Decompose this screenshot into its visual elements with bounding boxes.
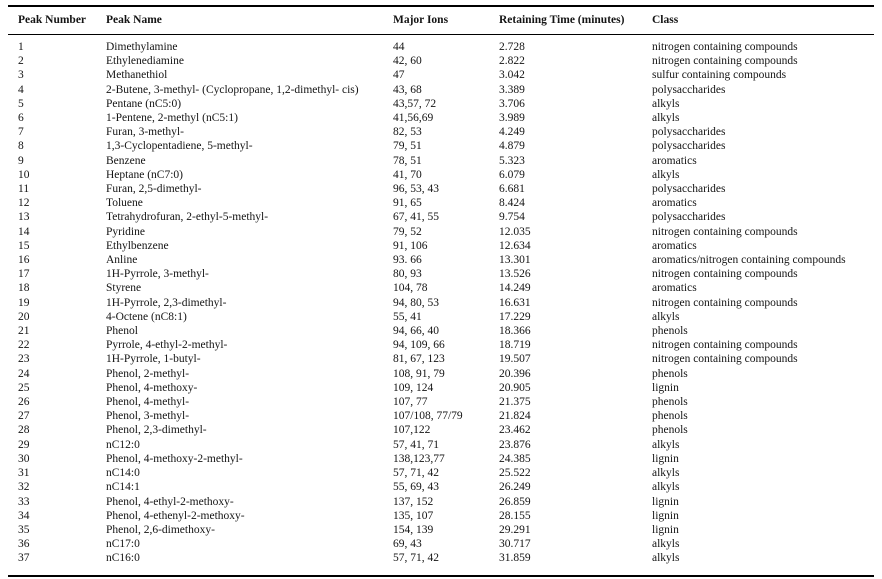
table-row — [8, 452, 874, 466]
table-row — [8, 310, 874, 324]
table-cell: 30.717 — [499, 538, 531, 551]
table-row — [8, 168, 874, 182]
table-cell: polysaccharides — [652, 211, 726, 224]
table-cell: 79, 51 — [393, 140, 422, 153]
table-cell: 26 — [18, 396, 30, 409]
table-cell: 20 — [18, 310, 30, 323]
table-cell: Tetrahydrofuran, 2-ethyl-5-methyl- — [106, 211, 269, 224]
table-cell: 8 — [18, 140, 24, 153]
table-cell: nitrogen containing compounds — [652, 55, 798, 68]
table-cell: 82, 53 — [393, 126, 422, 139]
table-cell: alkyls — [652, 112, 680, 125]
table-row — [8, 35, 874, 55]
table-cell: 34 — [18, 509, 30, 522]
table-cell: 2-Butene, 3-methyl- (Cyclopropane, 1,2-dimethyl- cis) — [106, 83, 359, 96]
table-cell: phenols — [652, 410, 688, 423]
table-cell: 13.526 — [499, 268, 531, 281]
header-row — [8, 6, 874, 35]
table-cell: 69, 43 — [393, 538, 422, 551]
table-cell: aromatics — [652, 282, 697, 295]
table-cell: lignin — [652, 381, 679, 394]
table-row — [8, 423, 874, 437]
table-cell: 108, 91, 79 — [393, 367, 445, 380]
table-cell: 55, 69, 43 — [393, 481, 439, 494]
col-header-peak-name: Peak Name — [106, 6, 393, 35]
table-cell: 94, 109, 66 — [393, 339, 445, 352]
table-cell: 3 — [18, 69, 24, 82]
table-row — [8, 125, 874, 139]
table-cell: 107,122 — [393, 424, 431, 437]
table-cell: alkyls — [652, 538, 680, 551]
table-row — [8, 111, 874, 125]
table-cell: 24.385 — [499, 452, 531, 465]
table-cell: 2 — [18, 55, 24, 68]
table-cell: 107, 77 — [393, 396, 428, 409]
table-row — [8, 281, 874, 295]
table-cell: 43, 68 — [393, 83, 422, 96]
table-cell: 23.462 — [499, 424, 531, 437]
table-cell: 9 — [18, 154, 24, 167]
table-cell: 29.291 — [499, 523, 531, 536]
table-cell: 93. 66 — [393, 254, 422, 267]
table-row — [8, 182, 874, 196]
table-cell: 26.249 — [499, 481, 531, 494]
table-cell: 1H-Pyrrole, 3-methyl- — [106, 268, 209, 281]
table-cell: aromatics — [652, 197, 697, 210]
table-cell: Phenol, 3-methyl- — [106, 410, 190, 423]
table-cell: 57, 71, 42 — [393, 467, 439, 480]
table-cell: 31.859 — [499, 552, 531, 565]
table-row — [8, 83, 874, 97]
table-row — [8, 253, 874, 267]
table-row — [8, 523, 874, 537]
table-cell: 41,56,69 — [393, 112, 434, 125]
table-cell: 7 — [18, 126, 24, 139]
table-cell: nC14:1 — [106, 481, 140, 494]
table-cell: aromatics — [652, 154, 697, 167]
table-cell: Heptane (nC7:0) — [106, 168, 183, 181]
table-cell: 4-Octene (nC8:1) — [106, 310, 187, 323]
table-cell: sulfur containing compounds — [652, 69, 787, 82]
table-cell: 23.876 — [499, 438, 531, 451]
table-cell: 11 — [18, 183, 30, 196]
table-cell: Ethylenediamine — [106, 55, 184, 68]
table-cell: Benzene — [106, 154, 146, 167]
table-row — [8, 338, 874, 352]
table-row — [8, 324, 874, 338]
table-cell: 42, 60 — [393, 55, 422, 68]
table-cell: 28.155 — [499, 509, 531, 522]
table-row — [8, 139, 874, 153]
table-cell: 4.249 — [499, 126, 525, 139]
table-cell: 104, 78 — [393, 282, 428, 295]
table-row — [8, 395, 874, 409]
table-cell: Phenol, 4-methoxy- — [106, 381, 198, 394]
table-cell: 94, 80, 53 — [393, 296, 439, 309]
table-cell: lignin — [652, 495, 679, 508]
col-header-major-ions: Major Ions — [393, 6, 499, 35]
table-cell: alkyls — [652, 467, 680, 480]
table-cell: 5.323 — [499, 154, 525, 167]
table-row — [8, 267, 874, 281]
table-row — [8, 54, 874, 68]
table-cell: 12.634 — [499, 239, 531, 252]
table-cell: 2.728 — [499, 41, 525, 53]
table-cell: 25 — [18, 381, 30, 394]
table-cell: 27 — [18, 410, 30, 423]
table-cell: 47 — [393, 69, 405, 82]
table-cell: phenols — [652, 424, 688, 437]
table-cell: Ethylbenzene — [106, 239, 169, 252]
table-cell: 18 — [18, 282, 30, 295]
table-cell: 13 — [18, 211, 30, 224]
table-cell: 32 — [18, 481, 30, 494]
table-cell: 107/108, 77/79 — [393, 410, 463, 423]
table-cell: polysaccharides — [652, 126, 726, 139]
table-cell: 55, 41 — [393, 310, 422, 323]
table-cell: Furan, 3-methyl- — [106, 126, 184, 139]
table-cell: alkyls — [652, 168, 680, 181]
table-cell: 137, 152 — [393, 495, 434, 508]
table-cell: Pentane (nC5:0) — [106, 97, 182, 110]
table-cell: nitrogen containing compounds — [652, 225, 798, 238]
table-cell: 44 — [393, 41, 405, 53]
table-cell: 20.396 — [499, 367, 531, 380]
table-row — [8, 296, 874, 310]
table-cell: 138,123,77 — [393, 452, 445, 465]
table-row — [8, 537, 874, 551]
table-cell: 21.375 — [499, 396, 531, 409]
table-row — [8, 480, 874, 494]
peaks-table-container — [8, 5, 874, 577]
table-cell: 1 — [18, 41, 24, 53]
table-cell: Phenol, 2-methyl- — [106, 367, 190, 380]
table-cell: 14 — [18, 225, 30, 238]
table-body — [8, 35, 874, 576]
table-cell: Phenol, 4-ethenyl-2-methoxy- — [106, 509, 245, 522]
table-cell: lignin — [652, 523, 679, 536]
table-cell: 57, 71, 42 — [393, 552, 439, 565]
peaks-table — [8, 5, 874, 577]
table-cell: 17 — [18, 268, 30, 281]
table-cell: 80, 93 — [393, 268, 422, 281]
table-row — [8, 196, 874, 210]
table-cell: nitrogen containing compounds — [652, 41, 798, 53]
table-cell: 81, 67, 123 — [393, 353, 445, 366]
table-cell: Phenol, 2,3-dimethyl- — [106, 424, 207, 437]
table-cell: 36 — [18, 538, 30, 551]
table-cell: phenols — [652, 396, 688, 409]
table-cell: 1H-Pyrrole, 2,3-dimethyl- — [106, 296, 227, 309]
table-row — [8, 438, 874, 452]
table-cell: alkyls — [652, 481, 680, 494]
table-cell: Phenol, 2,6-dimethoxy- — [106, 523, 215, 536]
table-row — [8, 352, 874, 366]
table-cell: 12.035 — [499, 225, 531, 238]
table-cell: alkyls — [652, 438, 680, 451]
table-cell: nitrogen containing compounds — [652, 339, 798, 352]
table-cell: 94, 66, 40 — [393, 325, 439, 338]
table-header — [8, 6, 874, 35]
table-cell: alkyls — [652, 552, 680, 565]
col-header-retaining-time: Retaining Time (minutes) — [499, 6, 652, 35]
table-row — [8, 154, 874, 168]
table-cell: Phenol, 4-methoxy-2-methyl- — [106, 452, 243, 465]
table-cell: 154, 139 — [393, 523, 434, 536]
table-cell: nC14:0 — [106, 467, 140, 480]
table-cell: 25.522 — [499, 467, 531, 480]
table-cell: 19 — [18, 296, 30, 309]
table-cell: Pyrrole, 4-ethyl-2-methyl- — [106, 339, 228, 352]
table-row — [8, 495, 874, 509]
table-cell: 109, 124 — [393, 381, 434, 394]
table-cell: 29 — [18, 438, 30, 451]
col-header-peak-number: Peak Number — [8, 6, 106, 35]
table-cell: 91, 65 — [393, 197, 422, 210]
table-cell: 31 — [18, 467, 30, 480]
table-row — [8, 381, 874, 395]
table-cell: aromatics/nitrogen containing compounds — [652, 254, 846, 267]
table-cell: 15 — [18, 239, 30, 252]
table-cell: 4.879 — [499, 140, 525, 153]
table-cell: 91, 106 — [393, 239, 428, 252]
table-cell: Phenol, 4-methyl- — [106, 396, 190, 409]
table-row — [8, 551, 874, 575]
table-cell: 57, 41, 71 — [393, 438, 439, 451]
table-cell: Furan, 2,5-dimethyl- — [106, 183, 202, 196]
table-cell: Methanethiol — [106, 69, 168, 82]
table-cell: nC12:0 — [106, 438, 140, 451]
table-cell: Phenol — [106, 325, 138, 338]
table-cell: 8.424 — [499, 197, 525, 210]
table-cell: 1,3-Cyclopentadiene, 5-methyl- — [106, 140, 253, 153]
table-cell: 6.681 — [499, 183, 525, 196]
table-cell: 43,57, 72 — [393, 97, 437, 110]
table-row — [8, 367, 874, 381]
table-cell: 18.366 — [499, 325, 531, 338]
table-cell: 78, 51 — [393, 154, 422, 167]
table-cell: 1-Pentene, 2-methyl (nC5:1) — [106, 112, 238, 125]
table-cell: phenols — [652, 325, 688, 338]
table-cell: 96, 53, 43 — [393, 183, 439, 196]
table-cell: Dimethylamine — [106, 41, 178, 53]
table-cell: phenols — [652, 367, 688, 380]
table-cell: alkyls — [652, 310, 680, 323]
table-cell: nitrogen containing compounds — [652, 268, 798, 281]
table-cell: 18.719 — [499, 339, 531, 352]
table-cell: lignin — [652, 509, 679, 522]
table-row — [8, 68, 874, 82]
table-cell: 33 — [18, 495, 30, 508]
table-cell: 21 — [18, 325, 30, 338]
table-row — [8, 97, 874, 111]
table-cell: polysaccharides — [652, 83, 726, 96]
table-cell: nC16:0 — [106, 552, 140, 565]
table-cell: Anline — [106, 254, 138, 267]
table-cell: polysaccharides — [652, 183, 726, 196]
col-header-class: Class — [652, 6, 874, 35]
table-cell: 22 — [18, 339, 30, 352]
table-cell: 17.229 — [499, 310, 531, 323]
table-cell: polysaccharides — [652, 140, 726, 153]
table-cell: 4 — [18, 83, 24, 96]
table-cell: 19.507 — [499, 353, 531, 366]
table-cell: 67, 41, 55 — [393, 211, 439, 224]
table-cell: 13.301 — [499, 254, 531, 267]
table-cell: 21.824 — [499, 410, 531, 423]
table-cell: 9.754 — [499, 211, 525, 224]
table-cell: 14.249 — [499, 282, 531, 295]
table-cell: 3.989 — [499, 112, 525, 125]
table-cell: 28 — [18, 424, 30, 437]
table-cell: 41, 70 — [393, 168, 422, 181]
table-cell: 5 — [18, 97, 24, 110]
table-cell: 2.822 — [499, 55, 525, 68]
table-cell: 10 — [18, 168, 30, 181]
table-cell: 6.079 — [499, 168, 525, 181]
table-cell: 12 — [18, 197, 30, 210]
table-cell: 3.389 — [499, 83, 525, 96]
table-row — [8, 225, 874, 239]
table-cell: 26.859 — [499, 495, 531, 508]
table-row — [8, 239, 874, 253]
table-cell: 3.706 — [499, 97, 525, 110]
table-row — [8, 466, 874, 480]
table-cell: 37 — [18, 552, 30, 565]
table-cell: 35 — [18, 523, 30, 536]
table-cell: 16 — [18, 254, 30, 267]
table-cell: 30 — [18, 452, 30, 465]
table-cell: Pyridine — [106, 225, 145, 238]
table-row — [8, 210, 874, 224]
table-cell: Phenol, 4-ethyl-2-methoxy- — [106, 495, 234, 508]
table-cell: Toluene — [106, 197, 143, 210]
table-cell: 23 — [18, 353, 30, 366]
table-cell: aromatics — [652, 239, 697, 252]
table-cell: 135, 107 — [393, 509, 434, 522]
table-row — [8, 409, 874, 423]
table-cell: 79, 52 — [393, 225, 422, 238]
table-cell: nitrogen containing compounds — [652, 296, 798, 309]
table-cell: 16.631 — [499, 296, 531, 309]
table-row — [8, 509, 874, 523]
table-cell: 24 — [18, 367, 30, 380]
table-cell: 20.905 — [499, 381, 531, 394]
table-cell: nitrogen containing compounds — [652, 353, 798, 366]
table-cell: alkyls — [652, 97, 680, 110]
table-cell: lignin — [652, 452, 679, 465]
table-cell: 6 — [18, 112, 24, 125]
table-cell: nC17:0 — [106, 538, 140, 551]
table-cell: 1H-Pyrrole, 1-butyl- — [106, 353, 201, 366]
table-cell: Styrene — [106, 282, 142, 295]
table-cell: 3.042 — [499, 69, 525, 82]
